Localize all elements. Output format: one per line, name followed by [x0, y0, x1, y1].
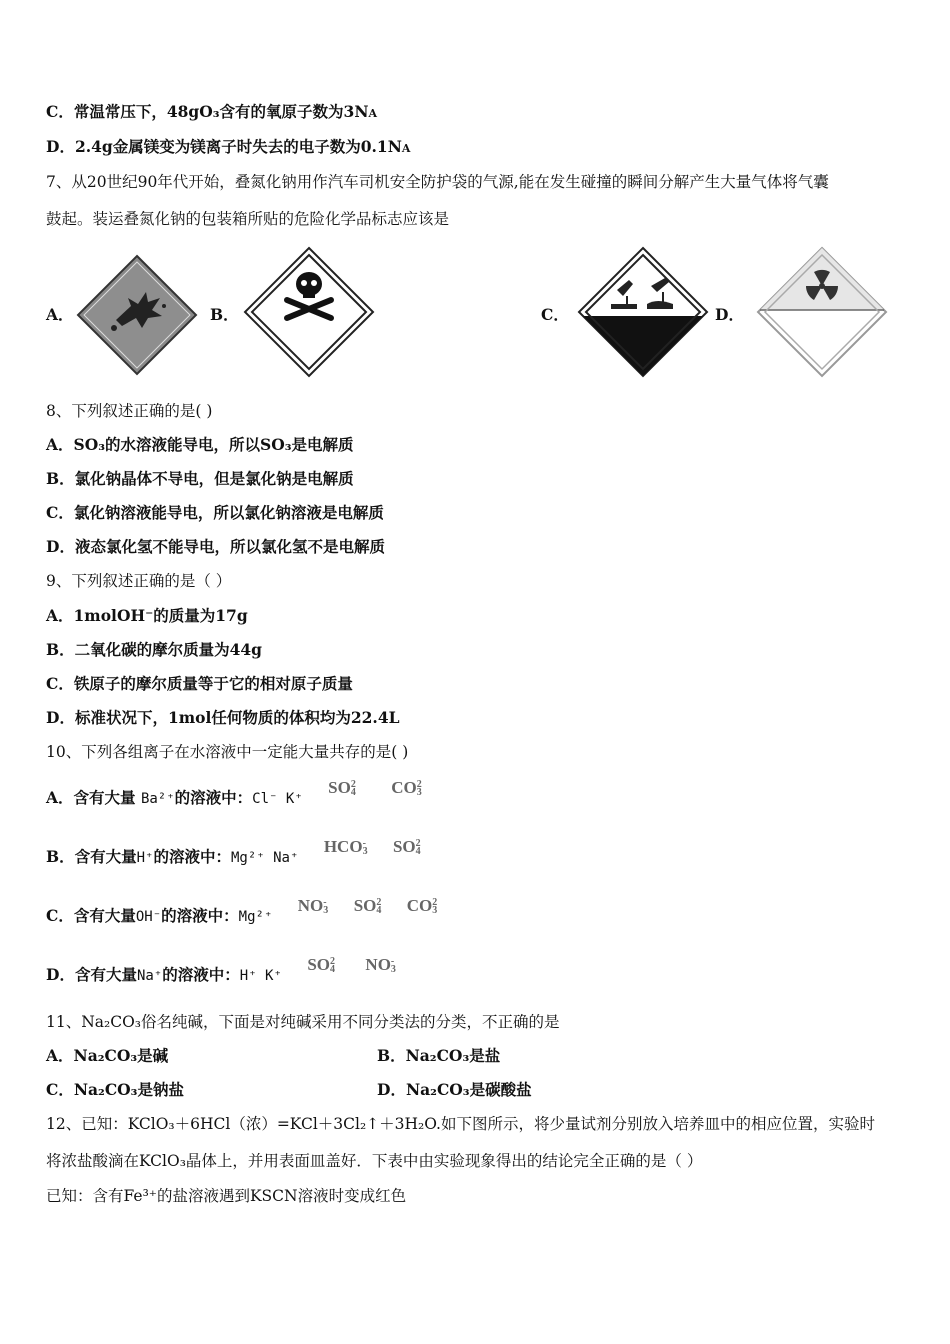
- bicarbonate-ion-formula: HCO - 3: [323, 837, 368, 858]
- q8-option-c: C．氯化钠溶液能导电，所以氯化钠溶液是电解质: [46, 503, 384, 522]
- q7-stem-line1: 7、从20世纪90年代开始，叠氮化钠用作汽车司机安全防护袋的气源,能在发生碰撞的瞬间分解产生大量气体将气囊: [46, 173, 829, 191]
- q7-label-b: B．: [210, 305, 239, 324]
- q6-option-c: C．常温常压下，48gO₃含有的氧原子数为3NA: [46, 102, 378, 121]
- corrosive-sign-icon: [577, 246, 709, 378]
- q8-stem: 8、下列叙述正确的是( ): [46, 402, 213, 420]
- q9-option-a: A．1molOH⁻的质量为17g: [46, 606, 248, 625]
- q6-option-d: D．2.4g金属镁变为镁离子时失去的电子数为0.1NA: [46, 137, 411, 156]
- sulfate-ion-formula: SO 2 4: [392, 837, 421, 858]
- q9-option-c: C．铁原子的摩尔质量等于它的相对原子质量: [46, 674, 353, 693]
- q11-option-b: B．Na₂CO₃是盐: [377, 1046, 501, 1065]
- q7-hazard-signs: [0, 250, 950, 380]
- q12-stem-line2: 将浓盐酸滴在KClO₃晶体上，并用表面皿盖好．下表中由实验现象得出的结论完全正确的是（ ）: [46, 1152, 703, 1170]
- q10-option-b: B．含有大量H⁺的溶液中：Mg²⁺ Na⁺ HCO - 3 SO 2 4: [46, 837, 421, 866]
- q12-stem-line1: 12、已知：KClO₃＋6HCl（浓）=KCl＋3Cl₂↑＋3H₂O.如下图所示，将少量试剂分别放入培养皿中的相应位置，实验时: [46, 1115, 875, 1133]
- q8-option-d: D．液态氯化氢不能导电，所以氯化氢不是电解质: [46, 537, 385, 556]
- q7-label-c: C．: [541, 305, 569, 324]
- q10-option-a: A．含有大量 Ba²⁺的溶液中：Cl⁻ K⁺ SO 2 4 CO 2 3: [46, 778, 422, 807]
- q10-option-c: C．含有大量OH⁻的溶液中：Mg²⁺ NO - 3 SO 2 4 CO 2 3: [46, 896, 438, 925]
- sulfate-ion-formula: SO 2 4: [307, 955, 336, 976]
- sulfate-ion-formula: SO 2 4: [353, 896, 382, 917]
- q11-option-c: C．Na₂CO₃是钠盐: [46, 1080, 184, 1099]
- q10-option-d: D．含有大量Na⁺的溶液中：H⁺ K⁺ SO 2 4 NO - 3: [46, 955, 396, 984]
- q8-option-a: A．SO₃的水溶液能导电，所以SO₃是电解质: [46, 435, 354, 454]
- q7-stem-line2: 鼓起。装运叠氮化钠的包装箱所贴的危险化学品标志应该是: [46, 210, 450, 228]
- toxic-skull-sign-icon: [243, 246, 375, 378]
- q7-label-a: A．: [46, 305, 74, 324]
- q9-stem: 9、下列叙述正确的是（ ）: [46, 572, 232, 590]
- q7-label-d: D．: [715, 305, 744, 324]
- q8-option-b: B．氯化钠晶体不导电，但是氯化钠是电解质: [46, 469, 354, 488]
- q9-option-b: B．二氧化碳的摩尔质量为44g: [46, 640, 263, 659]
- q10-stem: 10、下列各组离子在水溶液中一定能大量共存的是( ): [46, 743, 409, 761]
- sulfate-ion-formula: SO 2 4: [328, 778, 356, 799]
- q11-option-d: D．Na₂CO₃是碳酸盐: [377, 1080, 532, 1099]
- q12-stem-line3: 已知：含有Fe³⁺的盐溶液遇到KSCN溶液时变成红色: [46, 1187, 407, 1205]
- radioactive-sign-icon: [756, 246, 888, 378]
- explosive-sign-icon: [76, 254, 198, 376]
- nitrate-ion-formula: NO - 3: [365, 955, 396, 976]
- q11-stem: 11、Na₂CO₃俗名纯碱，下面是对纯碱采用不同分类法的分类，不正确的是: [46, 1013, 560, 1031]
- nitrate-ion-formula: NO - 3: [297, 896, 329, 917]
- q11-option-a: A．Na₂CO₃是碱: [46, 1046, 169, 1065]
- carbonate-ion-formula: CO 2 3: [391, 778, 422, 799]
- carbonate-ion-formula: CO 2 3: [406, 896, 438, 917]
- q9-option-d: D．标准状况下，1mol任何物质的体积均为22.4L: [46, 708, 400, 727]
